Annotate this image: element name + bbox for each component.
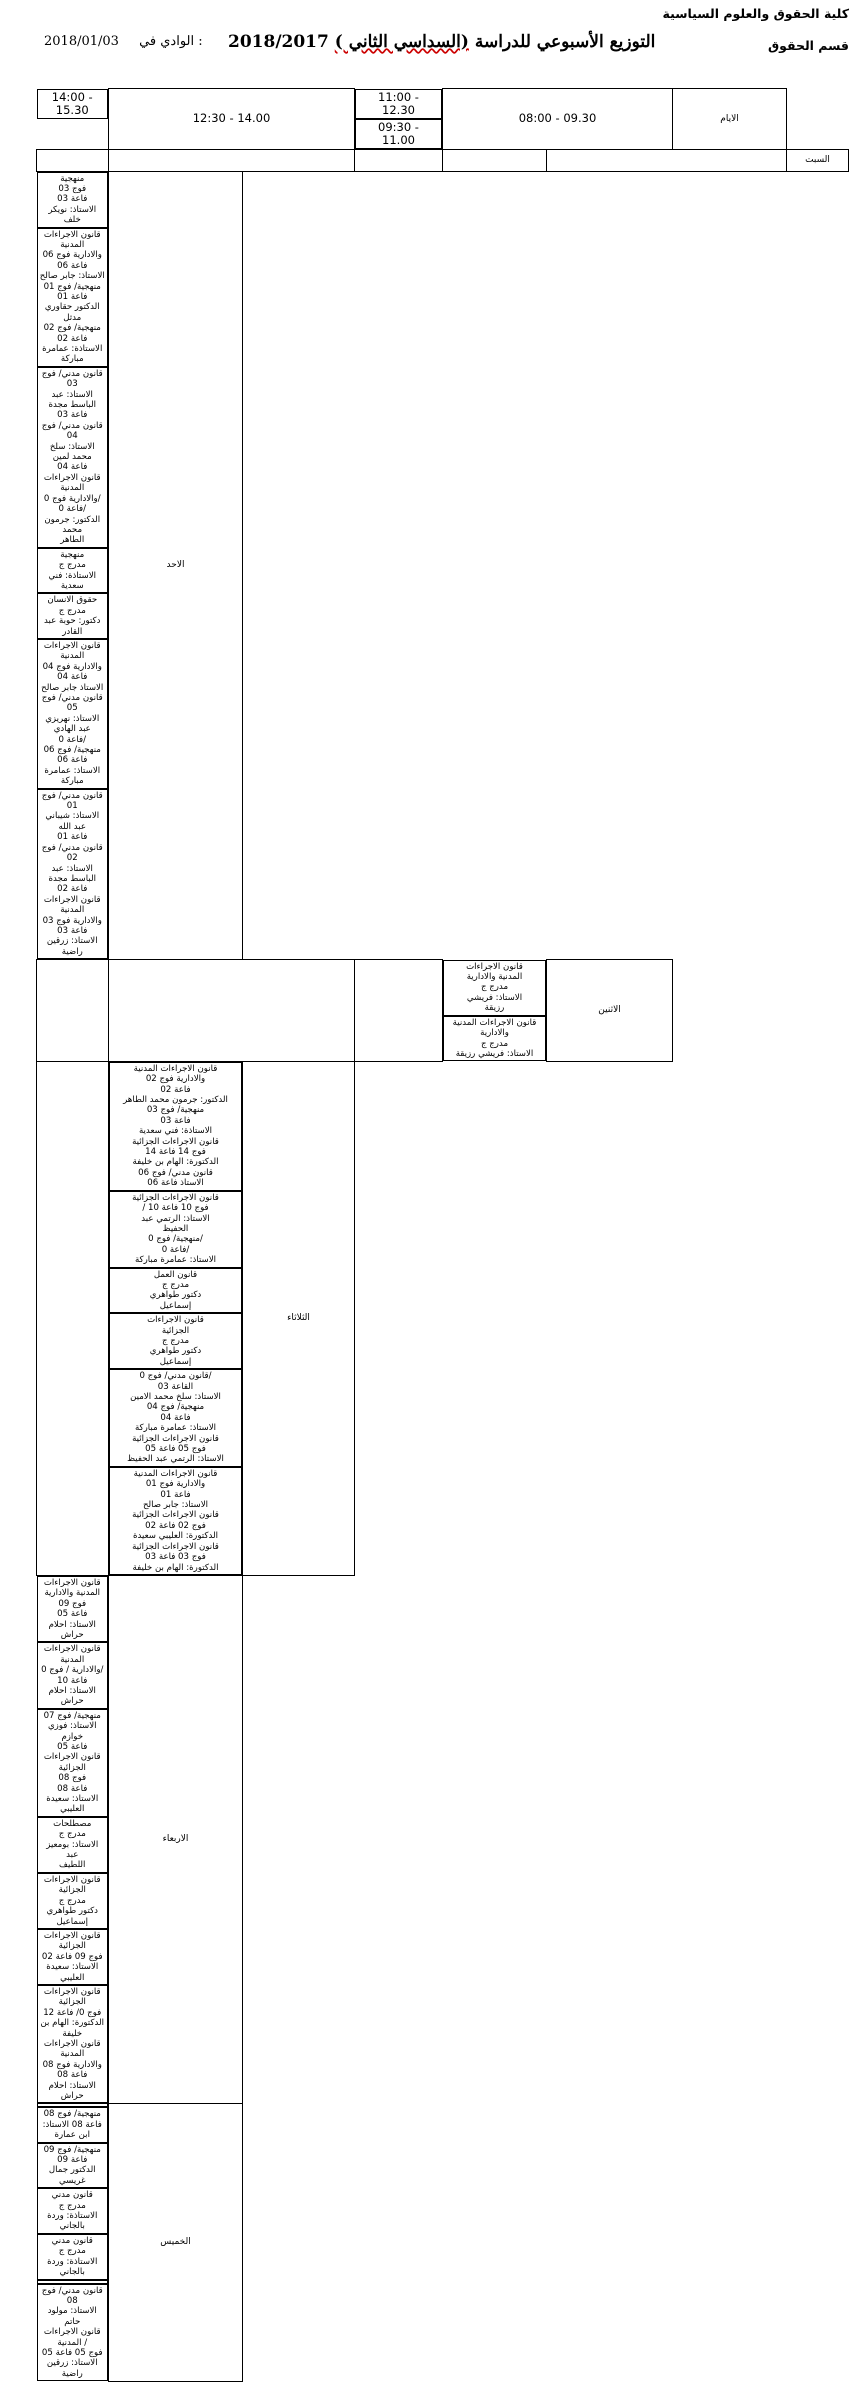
mon-slot-4 <box>109 960 355 1062</box>
row-sunday <box>37 171 849 960</box>
sun-slot-4b: قانون الاجراءات المدنية والادارية فوج 06 فاعة 06 الاستاذ: جابر صالح منهجية/ فوج 01 فاعة 01 الدكتور حقاوري مدثل منهجية/ فوج 02 فاعة 02 الاستاذة: عمامرة مباركة <box>37 228 109 367</box>
sun-slot-1b: قانون الاجراءات المدنية والادارية فوج 04 فاعة 04 الاستاذ جابر صالح قانون مدني/ فوج 05 الاستاذ: نهريزي عبد الهادي فاعة 0/ منهجية/ فوج 06 فاعة 06 الاستاذ: عمامرة مباركة <box>37 639 109 789</box>
row-monday <box>37 960 849 1062</box>
tue-slot-5 <box>37 1061 109 1575</box>
tue-slot-4b: قانون الاجراءات المدنية والادارية فوج 02 فاعة 02 الدكتور: جرمون محمد الطاهر منهجية/ فوج 03 فاعة 03 الاستاذة: فني سعدية قانون الاجراءات الجزائية فوج 14 فاعة 14 الدكتورة: الهام بن خليفة قانون مدني/ فوج 06 الاستاذ فاعة 06 <box>109 1062 242 1191</box>
row-thursday <box>37 2103 849 2381</box>
thu-slot-2: قانون مدني مدرج ج الاستاذة: وردة بالجاني <box>37 2234 109 2280</box>
wed-slot-1a: قانون الاجراءات الجزائية فوج 0/ فاعة 12 الدكتورة: الهام بن خليفة قانون الاجراءات المدنية والادارية فوج 08 فاعة 08 الاستاذ: احلام حراش <box>37 1985 109 2103</box>
sun-slot-4a: قانون مدني/ فوج 03 الاستاذ: عبد الباسط مجدة فاعة 03 قانون مدني/ فوج 04 الاستاذ: سلخ محمد لمين فاعة 04 قانون الاجراءات المدنية والادارية فوج 0/ فاعة 0/ الدكتور: جرمون محمد الطاهر <box>37 367 109 548</box>
date-value: 2018/01/03 <box>44 34 119 49</box>
sat-cell <box>37 149 109 171</box>
thu-slot-4b: منهجية/ فوج 08 فاعة 08 الاستاذ: ابن عمارة <box>37 2107 109 2142</box>
wed-slot-4a: منهجية/ فوج 07 الاستاذ: فوزي خوازم فاعة 05 قانون الاجراءات الجزائية فوج 08 فاعة 08 الاستاذ: سعيدة العليبي <box>37 1709 109 1817</box>
wed-slot-2: قانون الاجراءات الجزائية مدرج ج دكتور طواهري إسماعيل <box>37 1873 109 1929</box>
time-slot-4: 12:30 - 14.00 <box>109 89 355 150</box>
title-prefix: التوزيع الأسبوعي للدراسة <box>474 32 656 52</box>
day-sunday: الاحد <box>109 171 243 960</box>
faculty-name: كلية الحقوق والعلوم السياسية <box>662 6 849 21</box>
place-label: الوادي في : <box>139 34 203 49</box>
sun-slot-2: حقوق الانسان مدرج ج دكتور: حوبة عبد القادر <box>37 593 109 639</box>
document-title <box>228 32 655 52</box>
sun-slot-1a: قانون مدني/ فوج 01 الاستاذ: شيباني عبد الله فاعة 01 قانون مدني/ فوج 02 الاستاذ: عبد الباسط مجدة فاعة 02 قانون الاجراءات المدنية والادارية فوج 03 فاعة 03 الاستاذ: زرقين راضية <box>37 789 109 960</box>
tue-slot-1b: قانون مدني/ فوج 0/ القاعة 03 الاستاذ: سلخ محمد الامين منهجية/ فوج 04 فاعة 04 الاستاذ: عمامرة مباركة قانون الاجراءات الجزائية فوج 05 فاعة 05 الاستاذ: الرتمي عبد الحفيظ <box>109 1369 242 1467</box>
day-thursday: الخميس <box>109 2103 243 2381</box>
thu-slot-4a: منهجية/ فوج 09 فاعة 09 الدكتور جمال غريسي <box>37 2143 109 2189</box>
sat-cell <box>109 149 355 171</box>
day-wednesday: الاربعاء <box>109 1575 243 2103</box>
mon-slot-5 <box>37 960 109 1062</box>
thu-slot-1a: قانون مدني/ فوج 08 الاستاذ: مولود حاتم قانون الاجراءات المدنية / فوج 05 فاعة 05 الاستاذ: زرقين راضية <box>37 2284 109 2382</box>
day-monday: الاثنين <box>547 960 673 1062</box>
day-saturday: السبت <box>787 149 849 171</box>
day-tuesday: الثلاثاء <box>243 1061 355 1575</box>
sun-slot-3: منهجية مدرج ج الاستاذة: فني سعدية <box>37 548 109 594</box>
tue-slot-2: قانون الاجراءات الجزائية مدرج ج دكتور طواهري إسماعيل <box>109 1313 242 1369</box>
sat-cell <box>443 149 547 171</box>
time-slot-2: 09:30 - 11.00 <box>355 119 442 149</box>
title-semester: (السداسي الثاني ) <box>334 32 469 52</box>
place-date <box>44 34 203 49</box>
row-saturday <box>37 149 849 171</box>
days-label: الايام <box>673 89 787 150</box>
mon-slot-2: قانون الاجراءات المدنية والادارية مدرج ج الاستاذ: فريشي رزيقة <box>443 960 546 1016</box>
sat-cell <box>355 149 443 171</box>
time-slot-5: 14:00 - 15.30 <box>37 89 109 119</box>
wed-slot-1b: قانون الاجراءات الجزائية فوج 09 فاعة 02 الاستاذ: سعيدة العليبي <box>37 1929 109 1985</box>
mon-slot-1: قانون الاجراءات المدنية والادارية مدرج ج الاستاذ: فريشي رزيقة <box>443 1016 546 1062</box>
time-header-row <box>37 89 849 150</box>
sat-cell <box>547 149 787 171</box>
tue-slot-1a: قانون الاجراءات المدنية والادارية فوج 01 فاعة 01 الاستاذ: جابر صالح قانون الاجراءات الجزائية فوج 02 فاعة 02 الدكتورة: العليبي سعيدة قانون الاجراءات الجزائية فوج 03 فاعة 03 الدكتورة: الهام بن خليفة <box>109 1467 242 1575</box>
time-slot-1: 08:00 - 09.30 <box>443 89 673 150</box>
wed-slot-4b: قانون الاجراءات المدنية والادارية / فوج 0/ فاعة 10 الاستاذ: احلام حراش <box>37 1642 109 1708</box>
time-slot-3: 11:00 - 12.30 <box>355 89 442 119</box>
thu-slot-3: قانون مدني مدرج ج الاستاذة: وردة بالجاني <box>37 2188 109 2234</box>
tue-slot-4a: قانون الاجراءات الجزائية / فوج 10 فاعة 10 الاستاذ: الرتمي عبد الحفيظ منهجية/ فوج 0/ فاعة 0/ الاستاذ: عمامرة مباركة <box>109 1191 242 1268</box>
schedule-table <box>36 88 849 2382</box>
wed-slot-5: قانون الاجراءات المدنية والادارية فوج 09 فاعة 05 الاستاذ: احلام حراش <box>37 1576 109 1642</box>
wed-slot-3: مصطلحات مدرج ج الاستاذ: بومعيز عبد اللطيف <box>37 1817 109 1873</box>
row-wednesday <box>37 1575 849 2103</box>
row-tuesday <box>37 1061 849 1575</box>
mon-slot-3 <box>355 960 443 1062</box>
tue-slot-3: قانون العمل مدرج ج دكتور طواهري إسماعيل <box>109 1268 242 1314</box>
sun-slot-5: منهجية فوج 03 فاعة 03 الاستاذ: نويكر خلف <box>37 172 109 228</box>
department-name: قسم الحقوق <box>767 38 849 53</box>
title-year: 2018/2017 <box>228 32 329 52</box>
